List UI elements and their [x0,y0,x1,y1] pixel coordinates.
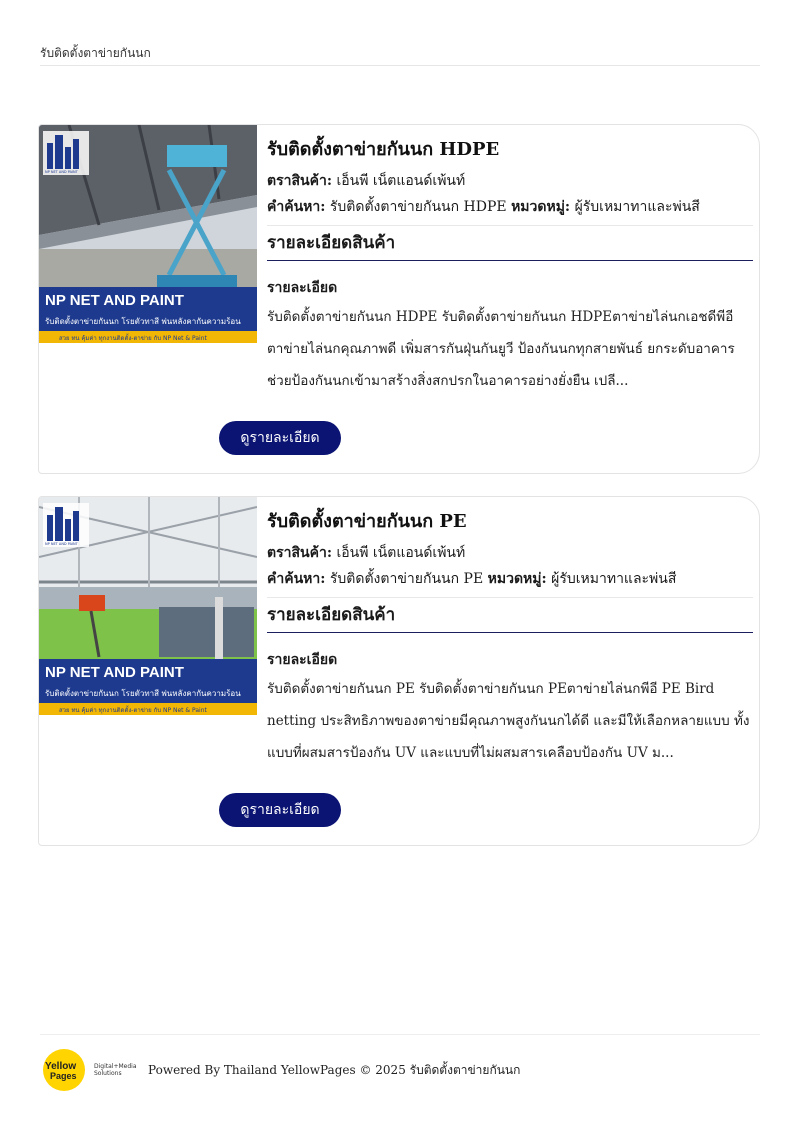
brand-row [267,543,753,563]
product-title[interactable]: รับติดตั้งตาข่ายกันนก HDPE [267,139,500,160]
keyword-row [267,569,753,589]
yellowpages-logo-icon [40,1048,90,1092]
banner-line2: สวย ทน คุ้มค่า ทุกงานติดตั้ง-ตาข่าย กับ NP Net & Paint [59,707,207,714]
product-info [267,497,753,769]
detail-label: รายละเอียด [267,652,338,668]
view-details-button[interactable]: ดูรายละเอียด [219,421,341,455]
section-title: รายละเอียดสินค้า [267,598,753,633]
keyword-row [267,197,753,217]
banner-line2: สวย ทน คุ้มค่า ทุกงานติดตั้ง-ตาข่าย กับ NP Net & Paint [59,335,207,342]
keyword-value: รับติดตั้งตาข่ายกันนก PE [329,571,484,587]
product-description: รับติดตั้งตาข่ายกันนก PE รับติดตั้งตาข่ายกันนก PEตาข่ายไล่นกพีอี PE Bird netting ประสิทธิภาพของตาข่ายมีคุณภาพสูงกันนกได้ดี และมีให้เลือกหลายแบบ ทั้งแบบที่ผสมสารป้องกัน UV และแบบที่ไม่ผสมสารเคลือบป้องกัน UV ม... [267,681,750,761]
product-card [38,496,760,846]
product-card [38,124,760,474]
banner-line1: รับติดตั้งตาข่ายกันนก โรยตัวทาสี พ่นหลังคากันความร้อน [45,689,241,698]
category-value: ผู้รับเหมาทาและพ่นสี [574,199,700,215]
product-description: รับติดตั้งตาข่ายกันนก HDPE รับติดตั้งตาข่ายกันนก HDPEตาข่ายไล่นกเอชดีพีอี ตาข่ายไล่นกคุณภาพดี เพิ่มสารกันฝุ่นกันยูวี ป้องกันนกทุกสายพันธ์ ยกระดับอาคารช่วยป้องกันนกเข้ามาสร้างสิ่งสกปรกในอาคารอย่างยั่งยืน เปลี... [267,309,735,389]
banner-title: NP NET AND PAINT [45,292,184,309]
keyword-value: รับติดตั้งตาข่ายกันนก HDPE [329,199,507,215]
footer [40,1048,520,1092]
logo-subtitle: Digital+Media Solutions [94,1063,137,1077]
keyword-label: คำค้นหา: [267,199,326,215]
svg-text:Pages: Pages [50,1071,77,1081]
keyword-label: คำค้นหา: [267,571,326,587]
brand-value: เอ็นพี เน็ตแอนด์เพ้นท์ [336,173,466,189]
brand-row [267,171,753,191]
footer-divider [40,1034,760,1035]
category-value: ผู้รับเหมาทาและพ่นสี [551,571,677,587]
logo-text: NP NET AND PAINT [45,542,78,546]
banner-title: NP NET AND PAINT [45,664,184,681]
category-label: หมวดหมู่: [511,199,571,215]
brand-label: ตราสินค้า: [267,545,332,561]
banner-line1: รับติดตั้งตาข่ายกันนก โรยตัวทาสี พ่นหลังคากันความร้อน [45,317,241,326]
product-info [267,125,753,397]
detail-label: รายละเอียด [267,280,338,296]
breadcrumb[interactable]: รับติดตั้งตาข่ายกันนก [40,44,760,66]
product-title[interactable]: รับติดตั้งตาข่ายกันนก PE [267,511,467,532]
product-image[interactable] [39,125,257,343]
product-image[interactable] [39,497,257,715]
brand-label: ตราสินค้า: [267,173,332,189]
yellowpages-logo[interactable] [40,1048,90,1092]
logo-text: NP NET AND PAINT [45,170,78,174]
category-label: หมวดหมู่: [487,571,547,587]
svg-text:Yellow: Yellow [45,1061,77,1072]
brand-value: เอ็นพี เน็ตแอนด์เพ้นท์ [336,545,466,561]
powered-by-text: Powered By Thailand YellowPages © 2025 รับติดตั้งตาข่ายกันนก [148,1062,521,1077]
section-title: รายละเอียดสินค้า [267,226,753,261]
view-details-button[interactable]: ดูรายละเอียด [219,793,341,827]
product-photo-hdpe [39,125,257,343]
product-photo-pe [39,497,257,715]
